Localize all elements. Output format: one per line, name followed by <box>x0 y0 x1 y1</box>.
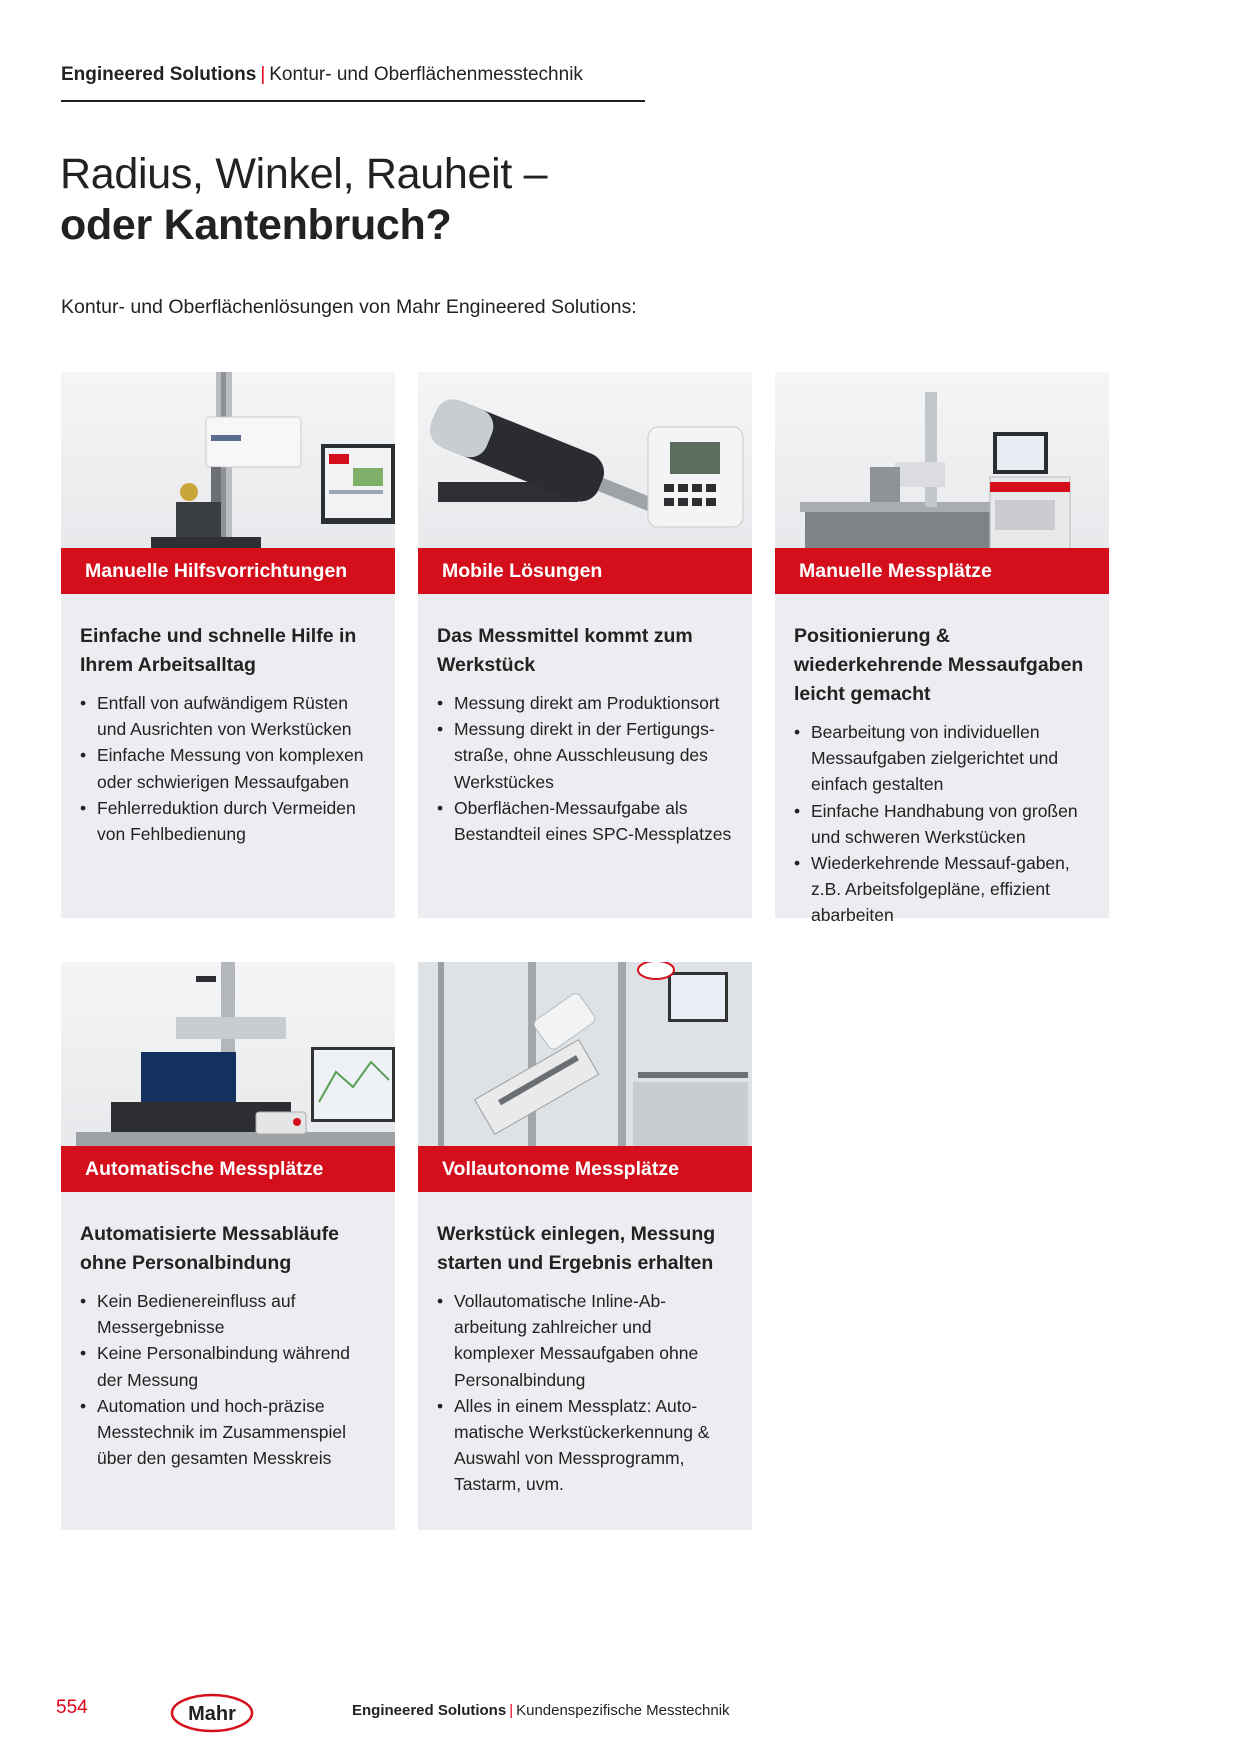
running-footer <box>352 1702 730 1719</box>
bullet-list <box>80 690 379 847</box>
bullet-item: • Wiederkehrende Messauf-gaben, z.B. Arbeitsfolgepläne, effizient abarbeiten <box>794 850 1093 929</box>
footer-brand: Engineered Solutions <box>352 1702 507 1719</box>
product-image-manual-stations <box>775 372 1109 594</box>
card-automatic-stations <box>61 962 395 1530</box>
bullet-item: • Bearbeitung von individuellen Messaufgaben zielgerichtet und einfach gestalten <box>794 719 1093 798</box>
page-title-line2: oder Kantenbruch? <box>60 201 452 249</box>
header-topic: Kontur- und Oberflächenmesstechnik <box>269 64 583 85</box>
bullet-item: • Fehlerreduktion durch Vermeiden von Fehlbedienung <box>80 795 379 847</box>
footer-separator: | <box>509 1702 514 1719</box>
card-heading: Das Messmittel kommt zum Werkstück <box>437 625 693 676</box>
bullet-item: • Entfall von aufwändigem Rüsten und Ausrichten von Werkstücken <box>80 690 379 742</box>
card-heading: Werkstück einlegen, Messung starten und Ergebnis erhalten <box>437 1223 716 1274</box>
product-image-automatic-stations <box>61 962 395 1192</box>
bullet-item: • Messung direkt am Produktionsort <box>437 690 736 716</box>
bullet-item: • Kein Bedienereinfluss auf Messergebnisse <box>80 1288 379 1340</box>
page-number: 554 <box>56 1697 88 1718</box>
card-label: Automatische Messplätze <box>61 1146 395 1192</box>
header-rule <box>61 100 645 102</box>
bullet-item: • Automation und hoch-präzise Messtechnik im Zusammenspiel über den gesamten Messkreis <box>80 1393 379 1472</box>
card-mobile-solutions <box>418 372 752 918</box>
bullet-item: • Vollautomatische Inline-Ab-arbeitung zahlreicher und komplexer Messaufgaben ohne Personalbindung <box>437 1288 736 1393</box>
bullet-list <box>794 719 1093 929</box>
card-heading: Einfache und schnelle Hilfe in Ihrem Arbeitsalltag <box>80 625 357 676</box>
bullet-item: • Keine Personalbindung während der Messung <box>80 1340 379 1392</box>
card-autonomous-stations <box>418 962 752 1530</box>
product-image-autonomous-stations <box>418 962 752 1192</box>
bullet-item: • Alles in einem Messplatz: Auto-matische Werkstückerkennung & Auswahl von Messprogramm, Tastarm, uvm. <box>437 1393 736 1498</box>
product-image-manual-fixtures <box>61 372 395 594</box>
card-heading: Positionierung & wiederkehrende Messaufgaben leicht gemacht <box>794 625 1084 705</box>
card-label: Mobile Lösungen <box>418 548 752 594</box>
card-label: Manuelle Messplätze <box>775 548 1109 594</box>
page-title-line1: Radius, Winkel, Rauheit – <box>60 150 548 198</box>
intro-text: Kontur- und Oberflächenlösungen von Mahr Engineered Solutions: <box>61 296 637 318</box>
header-brand: Engineered Solutions <box>61 64 257 85</box>
product-image-mobile-solutions <box>418 372 752 594</box>
card-manual-fixtures <box>61 372 395 918</box>
bullet-list <box>437 1288 736 1498</box>
mahr-logo <box>170 1693 254 1738</box>
header-separator: | <box>260 64 266 85</box>
card-label: Vollautonome Messplätze <box>418 1146 752 1192</box>
bullet-item: • Einfache Handhabung von großen und schweren Werkstücken <box>794 798 1093 850</box>
card-heading: Automatisierte Messabläufe ohne Personalbindung <box>80 1223 339 1274</box>
bullet-item: • Oberflächen-Messaufgabe als Bestandteil eines SPC-Messplatzes <box>437 795 736 847</box>
logo-text: Mahr <box>188 1703 236 1725</box>
running-header <box>61 64 645 86</box>
card-label: Manuelle Hilfsvorrichtungen <box>61 548 395 594</box>
bullet-item: • Messung direkt in der Fertigungs-straße, ohne Ausschleusung des Werkstückes <box>437 716 736 795</box>
card-manual-stations <box>775 372 1109 926</box>
bullet-list <box>437 690 736 847</box>
bullet-list <box>80 1288 379 1471</box>
footer-topic: Kundenspezifische Messtechnik <box>516 1702 730 1719</box>
bullet-item: • Einfache Messung von komplexen oder schwierigen Messaufgaben <box>80 742 379 794</box>
